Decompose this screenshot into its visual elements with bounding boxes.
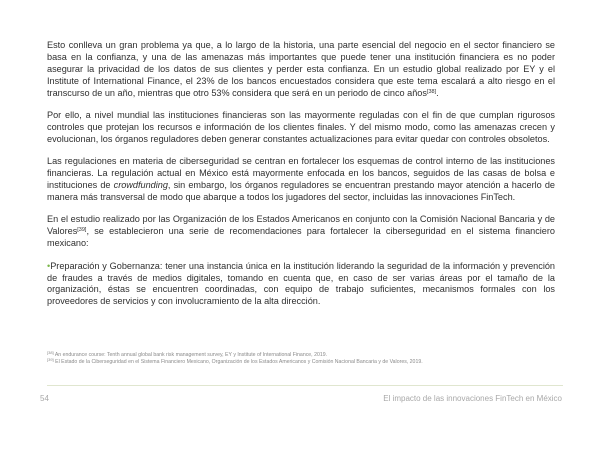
footnote-ref-39[interactable]: [39]: [77, 227, 87, 234]
footnote-39-marker: [39]: [47, 357, 54, 363]
recommendation-bullet: [47, 261, 555, 309]
paragraph-regulation-global: Por ello, a nivel mundial las instituciones financieras son las mayormente reguladas con el fin de que cumplan rigurosos controles que protejan los recursos e información de los clientes finales. Y del mismo modo, como las amenazas crecen y evolucionan, los órganos reguladores deben generar constantes actualizaciones para evitar quedar con controles obsoletos.: [47, 110, 555, 144]
page-body: [47, 40, 555, 319]
paragraph-oea-study: [47, 214, 555, 250]
paragraph-regulation-mexico-end: , sin embargo, los órganos reguladores se encuentran prestando mayor atención a hacerlo de manera más transversal de modo que abarque a todos los jugadores del sector, incluidas las innovaciones FinTech.: [47, 180, 555, 202]
paragraph-oea-study-start: En el estudio realizado por las Organización de los Estados Americanos en conjunto con la Comisión Nacional Bancaria y de Valores: [47, 214, 555, 237]
footer-divider: [47, 385, 563, 386]
footer-title: El impacto de las innovaciones FinTech en México: [383, 394, 562, 403]
paragraph-confidence-risk: [47, 40, 555, 100]
paragraph-regulation-mexico: [47, 156, 555, 204]
footnote-39: [47, 359, 555, 366]
paragraph-oea-study-end: , se establecieron una serie de recomendaciones para fortalecer la ciberseguridad en el sistema financiero mexicano:: [47, 226, 555, 249]
footnote-39-text: El Estado de la Ciberseguridad en el Sistema Financiero Mexicano, Organización de los Estados Americanos y Comisión Nacional Bancaria y de Valores, 2019.: [53, 359, 423, 366]
paragraph-confidence-risk-text: Esto conlleva un gran problema ya que, a lo largo de la historia, una parte esencial del negocio en el sector financiero se basa en la confianza, y una de las amenazas más importantes que puede tener una institución financiera es no poder asegurar la privacidad de los datos de sus clientes y perder esta confianza. En un estudio global realizado por EY y el Institute of International Finance, el 23% de los bancos encuestados considera que este tema escalará a alto riesgo en el transcurso de un año, mientras que otro 53% considera que será en un periodo de cinco años: [47, 40, 555, 98]
paragraph-confidence-risk-end: .: [436, 87, 439, 98]
footnote-38-text: An endurance course: Tenth annual global bank risk management survey, EY y Institute of International Finance, 2019.: [53, 352, 328, 358]
recommendation-text: Preparación y Gobernanza: tener una instancia única en la institución liderando la seguridad de la información y prevención de fraudes a través de medios digitales, tomando en cuenta que, en caso de ser varias áreas por el tamaño de la organización, éstas se encuentren coordinadas, con equipo de trabajo suficientes, mecanismos formales con los proveedores de servicios y con involucramiento de la alta dirección.: [47, 260, 555, 307]
page-number: 54: [40, 394, 49, 403]
bullet-dot-icon: •: [47, 260, 51, 271]
footnote-ref-38[interactable]: [38]: [426, 88, 437, 95]
footnotes: [47, 352, 555, 366]
crowdfunding-term: crowdfunding: [113, 180, 168, 191]
paragraph-regulation-mexico-start: Las regulaciones en materia de ciberseguridad se centran en fortalecer los esquemas de control interno de las instituciones financieras. La regulación actual en México está mayormente enfocada en los bancos, seguidos de las casas de bolsa e instituciones de: [47, 156, 555, 191]
footnote-38-marker: [38]: [47, 350, 54, 355]
